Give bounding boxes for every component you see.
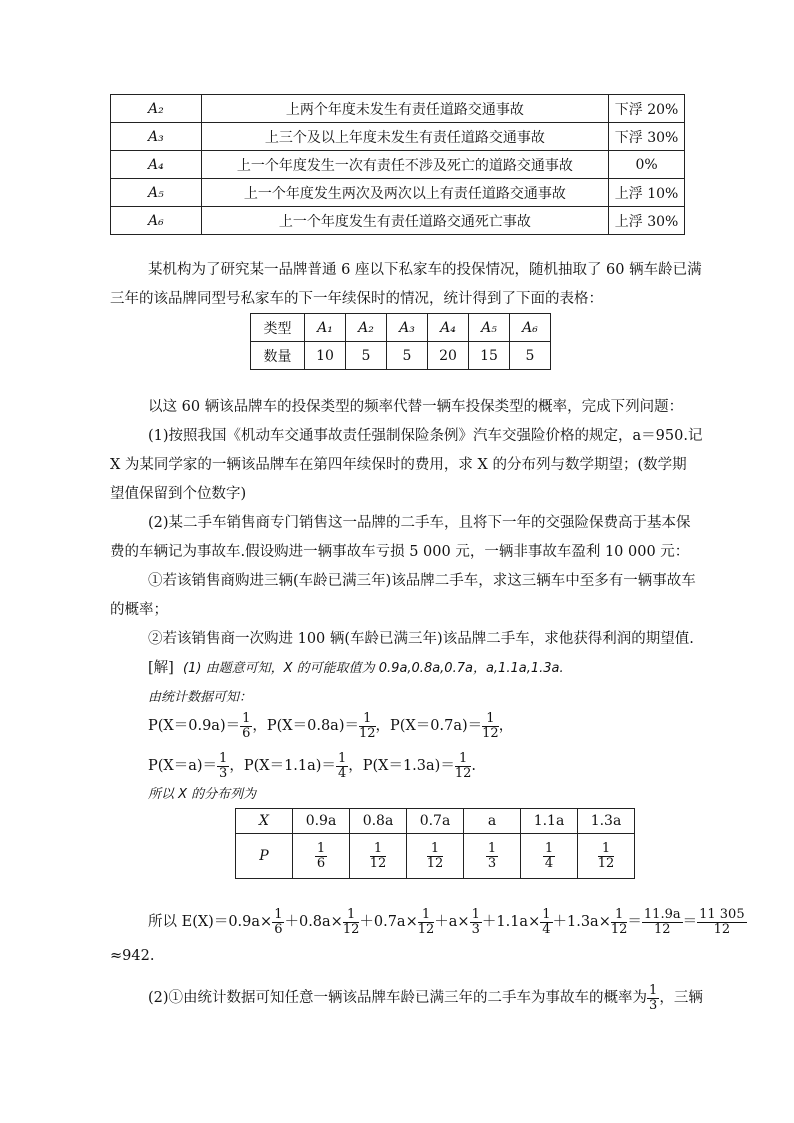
fraction-numerator: 1: [544, 840, 554, 856]
type-code: A₅: [111, 179, 202, 207]
fraction: [647, 984, 659, 1012]
fraction: [697, 908, 747, 936]
fraction: [540, 908, 552, 936]
fraction: [455, 752, 472, 780]
q2-line-2: 费的车辆记为事故车.假设购进一辆事故车亏损 5 000 元，一辆非事故车盈利 10 000 元：: [110, 544, 690, 560]
fraction-denominator: 12: [597, 855, 615, 871]
fraction: [359, 712, 376, 740]
p-symbol: P: [259, 848, 269, 864]
insurance-rate-table: [110, 94, 685, 235]
insurance-row: [111, 95, 685, 123]
prob-expr: ，P(X＝1.3a)＝: [348, 758, 455, 774]
type-cell: A₆: [510, 314, 551, 342]
exp-expr: 所以 E(X)＝0.9a×: [148, 914, 273, 930]
fraction: [598, 842, 615, 870]
fraction: [611, 908, 628, 936]
fraction-numerator: 1: [316, 840, 326, 856]
part2-text: (2)①由统计数据可知任意一辆该品牌车龄已满三年的二手车为事故车的概率为: [148, 990, 648, 1006]
solution-tag: [解]: [148, 660, 174, 676]
count-header: 数量: [251, 342, 305, 370]
type-code: A₆: [111, 207, 202, 235]
part2-tail: ，三辆: [659, 990, 703, 1006]
fraction-numerator: 1: [418, 908, 435, 923]
fraction: [543, 842, 555, 870]
fraction-numerator: 1: [274, 906, 283, 922]
fraction-numerator: 1: [598, 842, 615, 857]
fraction-denominator: 6: [316, 855, 326, 871]
fraction-denominator: 12: [482, 725, 499, 741]
fraction-numerator: 1: [359, 712, 376, 727]
fraction-numerator: 1: [427, 842, 444, 857]
fraction-denominator: 3: [649, 997, 658, 1013]
exp-expr: ＋1.3a×: [552, 914, 611, 930]
solution-line-1: [148, 654, 564, 683]
fraction-denominator: 3: [219, 765, 228, 781]
fraction-numerator: 1: [487, 840, 497, 856]
x-symbol: X: [259, 813, 269, 829]
fraction: [418, 908, 435, 936]
expectation-line: [148, 902, 747, 942]
fraction-denominator: 12: [454, 765, 472, 781]
exp-expr: ＋0.8a×: [284, 914, 343, 930]
fraction: [427, 842, 444, 870]
fraction-numerator: 1: [542, 906, 551, 922]
fraction-denominator: 6: [242, 725, 251, 741]
count-cell: 10: [305, 342, 346, 370]
type-description: 上一个年度发生一次有责任不涉及死亡的道路交通事故: [201, 151, 608, 179]
type-cell: A₄: [428, 314, 469, 342]
rate-adjustment: 上浮 10%: [609, 179, 685, 207]
fraction-numerator: 1: [482, 712, 499, 727]
p-value-cell: [521, 834, 578, 879]
x-value-cell: a: [464, 809, 521, 834]
fraction: [217, 752, 229, 780]
fraction-denominator: 12: [653, 921, 671, 937]
distribution-caption: 所以 X 的分布列为: [148, 787, 257, 802]
intro-line-2: 三年的该品牌同型号私家车的下一年续保时的情况，统计得到了下面的表格：: [110, 291, 603, 307]
fraction-numerator: 1: [370, 842, 387, 857]
p-value-cell: [407, 834, 464, 879]
q1-line-2: X 为某同学家的一辆该品牌车在第四年续保时的费用，求 X 的分布列与数学期望；(数学期: [110, 457, 687, 473]
fraction: [336, 752, 348, 780]
p-value-cell: [293, 834, 350, 879]
fraction: [240, 712, 252, 740]
insurance-row: [111, 207, 685, 235]
p-label: [236, 834, 293, 879]
fraction-denominator: 12: [417, 921, 435, 937]
type-cell: A₃: [387, 314, 428, 342]
equals: ＝: [627, 914, 642, 930]
type-description: 上三个及以上年度未发生有责任道路交通事故: [201, 123, 608, 151]
rate-adjustment: 上浮 30%: [609, 207, 685, 235]
fraction: [482, 712, 499, 740]
fraction-numerator: 1: [242, 710, 251, 726]
q2b-line: ②若该销售商一次购进 100 辆(车龄已满三年)该品牌二手车，求他获得利润的期望值.: [148, 631, 694, 647]
fraction-denominator: 6: [274, 921, 283, 937]
prob-expr: ，P(X＝0.8a)＝: [252, 718, 359, 734]
fraction-numerator: 11.9a: [643, 906, 681, 922]
insurance-row: [111, 179, 685, 207]
fraction-numerator: 1: [455, 752, 472, 767]
fraction-denominator: 12: [369, 855, 387, 871]
sample-count-table: [250, 313, 551, 370]
p-value-cell: [578, 834, 635, 879]
q2a-line-2: 的概率；: [110, 602, 168, 618]
fraction-denominator: 4: [337, 765, 347, 781]
rate-adjustment: 下浮 20%: [609, 95, 685, 123]
type-code: A₃: [111, 123, 202, 151]
prob-line-1: P(X＝0.9a)＝ $\frac{1}{6}$ ，P(X＝0.8a)＝ $\frac{1}{12}$ ，P(X＝0.7a)＝ $\frac{1}{12}$ ，: [148, 710, 514, 741]
x-value-cell: 1.3a: [578, 809, 635, 834]
fraction-denominator: 12: [610, 921, 628, 937]
q2-line-1: (2)某二手车销售商专门销售这一品牌的二手车，且将下一年的交强险保费高于基本保: [148, 515, 691, 531]
insurance-row: [111, 151, 685, 179]
type-header: 类型: [251, 314, 305, 342]
exp-expr: ＋a×: [434, 914, 470, 930]
prob-expr: P(X＝0.9a)＝: [148, 718, 241, 734]
x-value-cell: 0.8a: [350, 809, 407, 834]
prob-expr: P(X＝a)＝: [148, 758, 218, 774]
fraction: [470, 908, 482, 936]
type-description: 上两个年度未发生有责任道路交通事故: [201, 95, 608, 123]
fraction: [370, 842, 387, 870]
fraction-numerator: 11 305: [699, 906, 745, 922]
x-value-cell: 0.7a: [407, 809, 464, 834]
count-cell: 15: [469, 342, 510, 370]
rate-adjustment: 下浮 30%: [609, 123, 685, 151]
fraction-denominator: 12: [359, 725, 376, 741]
exp-expr: ＋1.1a×: [481, 914, 541, 930]
exp-expr: ＋0.7a×: [359, 914, 418, 930]
type-code: A₂: [111, 95, 202, 123]
fraction-denominator: 4: [542, 921, 551, 937]
prob-expr: ，P(X＝0.7a)＝: [375, 718, 483, 734]
solution-step-1: (1) 由题意可知，X 的可能取值为 0.9a,0.8a,0.7a，a,1.1a,1.3a.: [183, 661, 564, 676]
insurance-row: [111, 123, 685, 151]
prob-line-2: P(X＝a)＝ $\frac{1}{3}$ ，P(X＝1.1a)＝ $\frac{1}{4}$ ，P(X＝1.3a)＝ $\frac{1}{12}$ .: [148, 750, 476, 781]
fraction-numerator: 1: [337, 750, 347, 766]
approx-value: ≈942.: [110, 948, 155, 964]
fraction-denominator: 12: [713, 921, 731, 937]
q1-line-3: 望值保留到个位数字): [110, 486, 247, 502]
fraction: [486, 842, 498, 870]
fraction: [642, 908, 683, 936]
q1-line-1: (1)按照我国《机动车交通事故责任强制保险条例》汽车交强险价格的规定，a＝950.记: [148, 428, 703, 444]
type-cell: A₂: [346, 314, 387, 342]
fraction-numerator: 1: [343, 908, 360, 923]
q2a-line-1: ①若该销售商购进三辆(车龄已满三年)该品牌二手车，求这三辆车中至多有一辆事故车: [148, 573, 696, 589]
x-value-cell: 1.1a: [521, 809, 578, 834]
type-description: 上一个年度发生两次及两次以上有责任道路交通事故: [201, 179, 608, 207]
fraction-denominator: 12: [342, 921, 360, 937]
type-description: 上一个年度发生有责任道路交通死亡事故: [201, 207, 608, 235]
fraction-numerator: 1: [611, 908, 628, 923]
prob-expr: ，P(X＝1.1a)＝: [229, 758, 336, 774]
count-cell: 5: [346, 342, 387, 370]
fraction-denominator: 3: [471, 921, 480, 937]
fraction-numerator: 1: [219, 750, 228, 766]
rate-adjustment: 0%: [609, 151, 685, 179]
type-code: A₄: [111, 151, 202, 179]
p-value-cell: [464, 834, 521, 879]
solution-line-2: 由统计数据可知：: [148, 690, 253, 705]
fraction: [315, 842, 327, 870]
fraction-denominator: 12: [426, 855, 444, 871]
distribution-table: [235, 808, 635, 879]
fraction: [343, 908, 360, 936]
question-lead: 以这 60 辆该品牌车的投保类型的频率代替一辆车投保类型的概率，完成下列问题：: [148, 399, 684, 415]
count-cell: 5: [387, 342, 428, 370]
solution-part-2: [148, 978, 703, 1018]
type-cell: A₅: [469, 314, 510, 342]
fraction-numerator: 1: [649, 982, 658, 998]
equals: ＝: [682, 914, 698, 930]
p-value-cell: [350, 834, 407, 879]
type-cell: A₁: [305, 314, 346, 342]
fraction-numerator: 1: [471, 906, 480, 922]
intro-line-1: 某机构为了研究某一品牌普通 6 座以下私家车的投保情况，随机抽取了 60 辆车龄已满: [148, 262, 702, 278]
fraction-denominator: 3: [487, 855, 497, 871]
count-cell: 20: [428, 342, 469, 370]
fraction: [272, 908, 284, 936]
x-value-cell: 0.9a: [293, 809, 350, 834]
count-cell: 5: [510, 342, 551, 370]
x-label: [236, 809, 293, 834]
fraction-denominator: 4: [544, 855, 554, 871]
